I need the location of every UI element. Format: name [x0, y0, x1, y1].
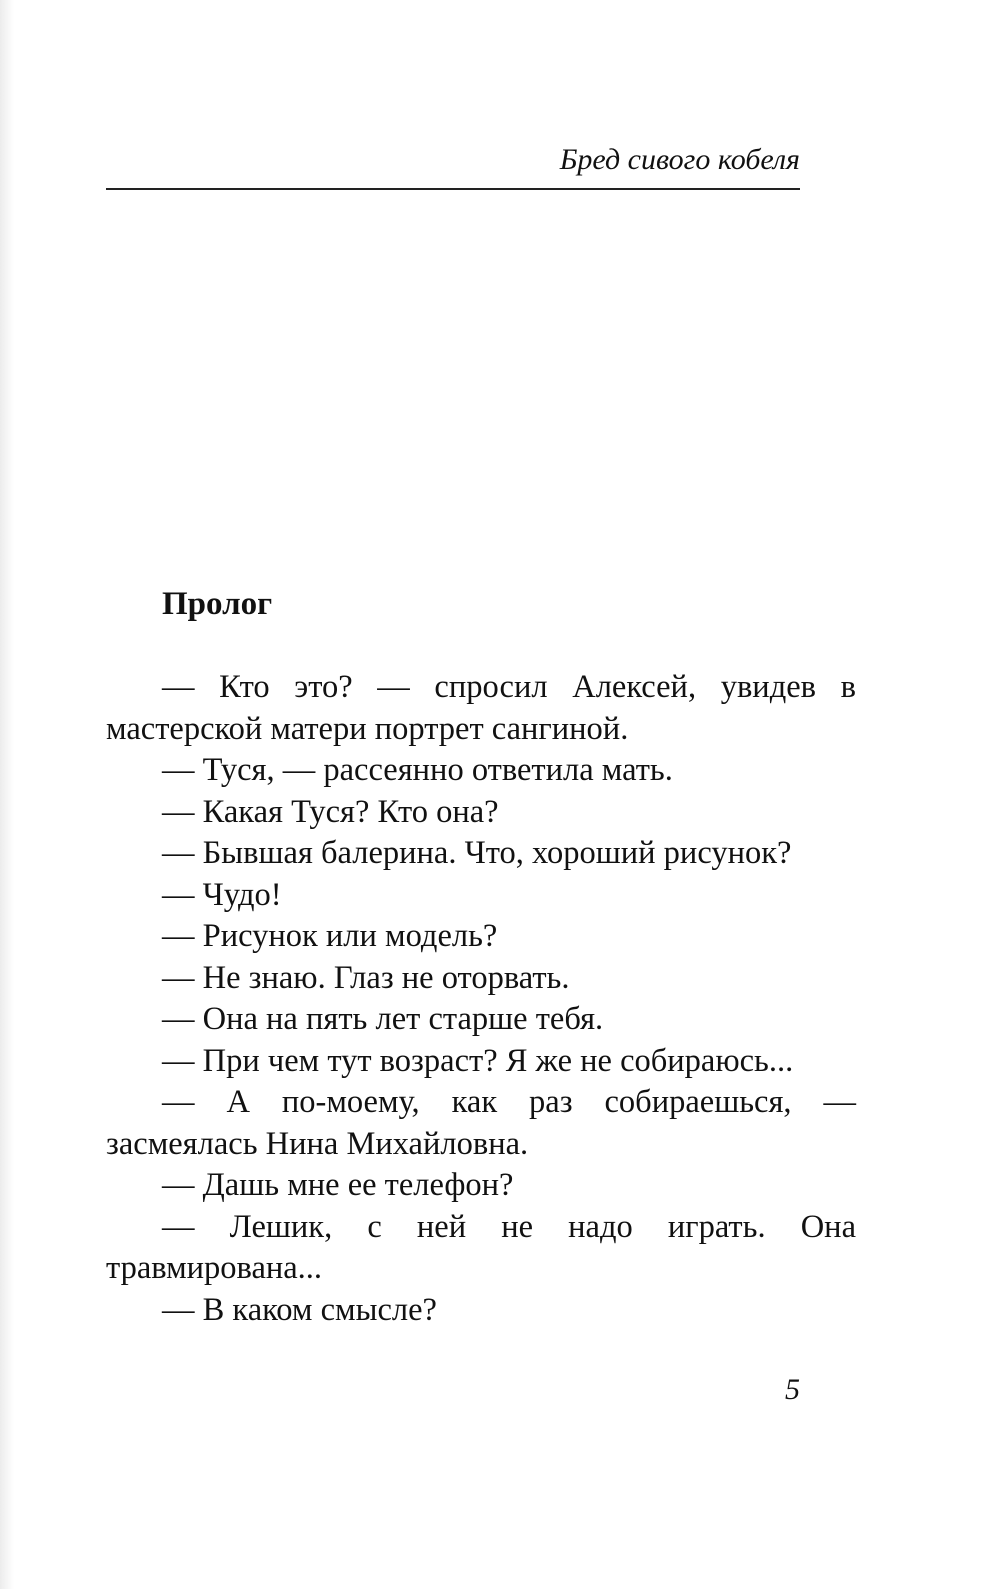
running-head [106, 138, 800, 190]
paragraph: — Бывшая балерина. Что, хороший рисунок? [162, 835, 792, 871]
paragraph: — Какая Туся? Кто она? [162, 793, 499, 830]
body-text [106, 667, 856, 1331]
paragraph: — Туся, — рассеянно ответила мать. [162, 752, 673, 788]
paragraph: — Не знаю. Глаз не оторвать. [162, 959, 570, 996]
running-head-title: Бред сивого кобеля [559, 143, 800, 176]
chapter-title: Пролог [162, 586, 273, 622]
page-edge-shadow [0, 0, 14, 1589]
paragraph: — Кто это? — спросил Алексей, увидев в мастерской матери портрет сангиной. [106, 669, 856, 747]
paragraph: — При чем тут возраст? Я же не собираюсь... [162, 1042, 794, 1079]
page-number: 5 [785, 1373, 800, 1406]
paragraph: — Рисунок или модель? [162, 918, 498, 954]
paragraph: — Она на пять лет старше тебя. [162, 1001, 604, 1037]
paragraph: — Чудо! [162, 876, 282, 913]
paragraph: — Лешик, с ней не надо играть. Она травмирована... [106, 1208, 856, 1286]
paragraph: — А по-моему, как раз собираешься, — засмеялась Нина Михайловна. [106, 1084, 856, 1162]
paragraph: — В каком смысле? [162, 1291, 437, 1328]
paragraph: — Дашь мне ее телефон? [162, 1167, 514, 1203]
